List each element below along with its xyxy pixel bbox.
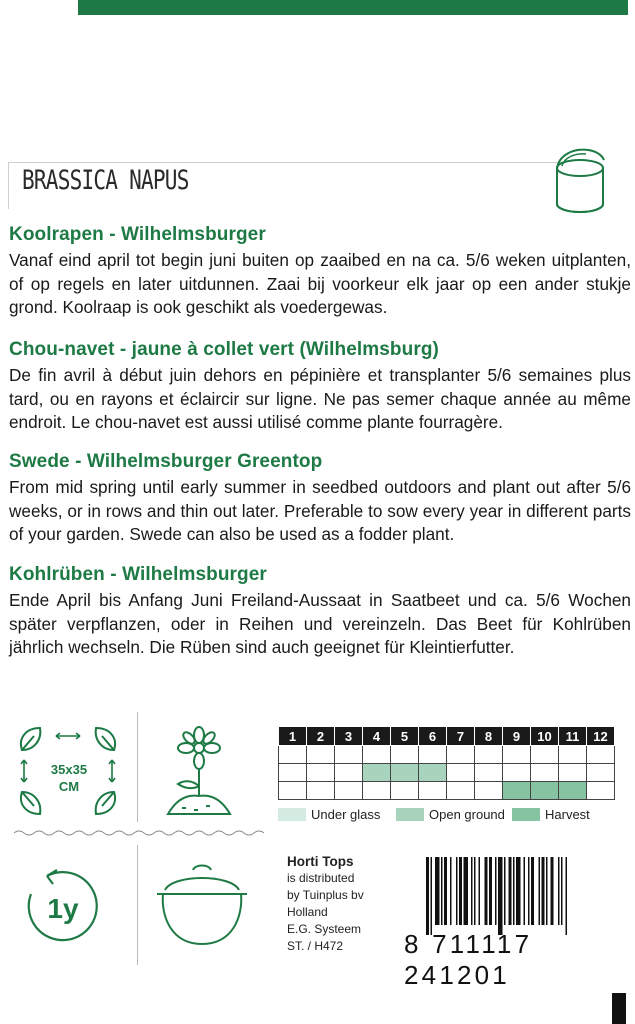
lifecycle-circle-icon xyxy=(17,862,107,952)
section-title: Swede - Wilhelmsburger Greentop xyxy=(9,451,323,472)
top-color-bar xyxy=(78,0,628,15)
barcode-bar xyxy=(561,857,563,925)
month-cell: 6 xyxy=(419,727,447,746)
section-dutch xyxy=(9,224,631,320)
month-cell: 4 xyxy=(363,727,391,746)
legend-label: Under glass xyxy=(311,807,381,822)
barcode-bar xyxy=(551,857,554,925)
lifecycle-label: 1y xyxy=(47,893,79,924)
sowing-calendar xyxy=(278,726,615,800)
leaf-icon xyxy=(96,728,115,750)
barcode-bar xyxy=(489,857,492,925)
barcode-bar xyxy=(456,857,458,925)
barcode-bar xyxy=(435,857,440,925)
distributor-line: by Tuinplus bv xyxy=(287,888,364,902)
barcode-bar xyxy=(528,857,530,925)
section-title: Koolrapen - Wilhelmsburger xyxy=(9,224,266,245)
barcode-bar xyxy=(524,857,526,925)
divider xyxy=(137,712,138,822)
barcode-bar xyxy=(464,857,469,925)
section-text: From mid spring until early summer in seedbed outdoors and plant out after 5/6 weeks, or in rows and thin out later. Preferable to sow every year in different parts of your garden. Swede can also be used as a fodder plant. xyxy=(9,477,631,544)
barcode-bar xyxy=(539,857,541,925)
month-cell: 10 xyxy=(531,727,559,746)
distributor-line: Holland xyxy=(287,905,328,919)
under-glass-row xyxy=(279,746,615,764)
section-text: Ende April bis Anfang Juni Freiland-Aussaat in Saatbeet und ca. 5/6 Wochen später verpflanzen, oder in Reihen und vereinzeln. Das Beet für Kohlrüben jährlich wechseln. Die Rüben sind auch geeignet für Kleintierfutter. xyxy=(9,590,631,657)
wavy-divider xyxy=(14,829,264,837)
barcode-bar xyxy=(431,857,433,935)
calendar-months-row xyxy=(279,727,615,746)
leaf-icon xyxy=(21,728,40,750)
distributor-brand: Horti Tops xyxy=(287,854,354,869)
barcode-bar xyxy=(485,857,488,925)
section-text: De fin avril à début juin dehors en pépinière et transplanter 5/6 semaines plus tard, ou en rayons et éclaircir sur ligne. Ne pas semer chaque année au même endroit. Le chou-navet est aussi utilisé comme plante fourragère. xyxy=(9,365,631,432)
barcode-bar xyxy=(495,857,497,925)
legend-harvest xyxy=(512,807,590,822)
barcode-bar xyxy=(474,857,476,925)
section-title: Chou-navet - jaune à collet vert (Wilhelmsburg) xyxy=(9,339,439,360)
distributor-info xyxy=(287,853,364,955)
seed-can-icon xyxy=(554,146,608,218)
month-cell: 12 xyxy=(587,727,615,746)
barcode-bar xyxy=(509,857,512,925)
section-french xyxy=(9,339,631,435)
barcode-bar xyxy=(441,857,443,925)
section-title: Kohlrüben - Wilhelmsburger xyxy=(9,564,267,585)
month-cell: 7 xyxy=(447,727,475,746)
pot-icon xyxy=(153,860,251,950)
spacing-unit: CM xyxy=(58,779,80,794)
barcode-bar xyxy=(558,857,560,925)
barcode-bar xyxy=(516,857,521,925)
barcode-bar xyxy=(444,857,447,925)
distributor-line: is distributed xyxy=(287,871,355,885)
barcode-number: 8 711117 241201 xyxy=(404,929,533,990)
barcode-bar xyxy=(450,857,452,925)
divider xyxy=(137,845,138,965)
month-cell: 3 xyxy=(335,727,363,746)
section-english xyxy=(9,451,631,547)
barcode xyxy=(424,857,629,935)
barcode-bar xyxy=(471,857,473,925)
latin-name: BRASSICA NAPUS xyxy=(22,165,189,196)
legend-label: Harvest xyxy=(545,807,590,822)
month-cell: 2 xyxy=(307,727,335,746)
month-cell: 1 xyxy=(279,727,307,746)
spacing-label xyxy=(38,761,100,795)
legend-swatch xyxy=(278,808,306,821)
distributor-line: E.G. Systeem xyxy=(287,922,362,936)
section-german xyxy=(9,564,631,660)
sowing-plant-icon xyxy=(162,724,236,820)
month-cell: 9 xyxy=(503,727,531,746)
distributor-line: ST. / H472 xyxy=(287,939,344,953)
legend-swatch xyxy=(396,808,424,821)
barcode-bar xyxy=(546,857,548,925)
horizontal-arrow-icon xyxy=(56,733,80,739)
barcode-bar xyxy=(498,857,503,935)
month-cell: 8 xyxy=(475,727,503,746)
barcode-bar xyxy=(479,857,481,925)
leaf-icon xyxy=(96,792,115,814)
print-mark xyxy=(612,993,626,1024)
barcode-bar xyxy=(504,857,506,925)
legend-label: Open ground xyxy=(429,807,505,822)
spacing-value: 35x35 xyxy=(50,762,88,777)
open-ground-row xyxy=(279,764,615,782)
legend-swatch xyxy=(512,808,540,821)
barcode-bar xyxy=(566,857,568,935)
harvest-row xyxy=(279,782,615,800)
barcode-bar xyxy=(426,857,429,935)
barcode-bar xyxy=(513,857,515,925)
barcode-bar xyxy=(459,857,462,925)
month-cell: 5 xyxy=(391,727,419,746)
legend-open-ground xyxy=(396,807,505,822)
legend-under-glass xyxy=(278,807,380,822)
barcode-bar xyxy=(542,857,545,925)
section-text: Vanaf eind april tot begin juni buiten op zaaibed en na ca. 5/6 weken uitplanten, of op regels en later uitdunnen. Zaai bij voorkeur elk jaar op een ander stukje grond. Koolraap is ook geschikt als voedergewas. xyxy=(9,250,631,317)
barcode-bar xyxy=(531,857,534,925)
leaf-icon xyxy=(21,792,40,814)
month-cell: 11 xyxy=(559,727,587,746)
